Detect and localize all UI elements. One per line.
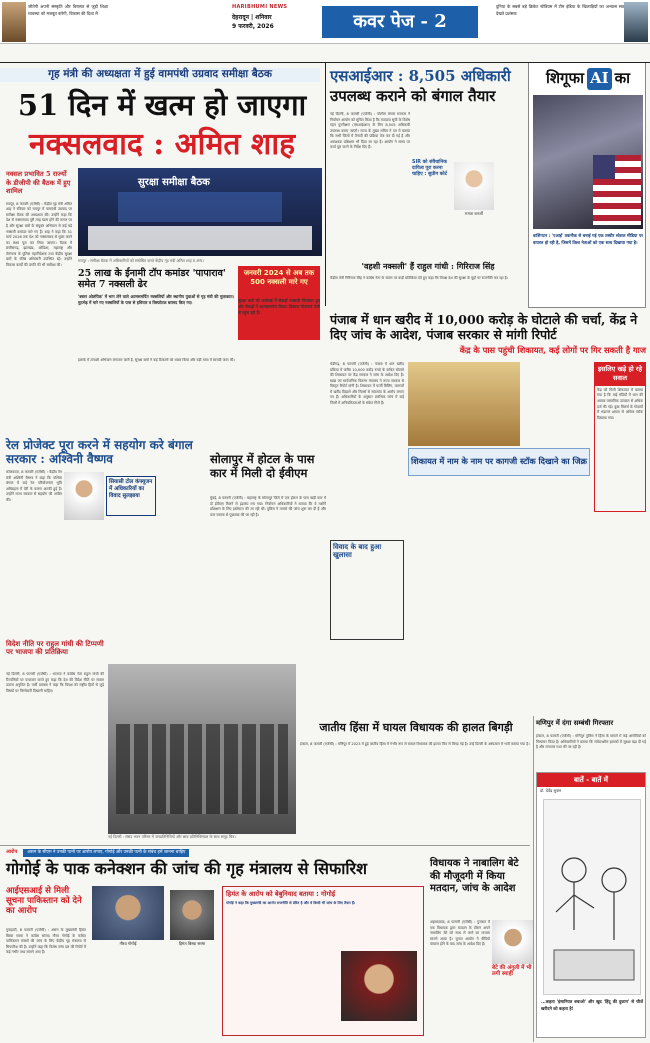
story2-inset-caption: ममता बनर्जी [465,211,483,216]
story2-body: नई दिल्ली, 8 फरवरी (एजेंसी) : पश्चिम बंगाल सरकार ने निर्वाचन आयोग को सूचित किया है कि मतदाता सूची के विशेष गहन पुनरीक्षण (एसआईआर) के लिए 8,505 अधिकारी उपलब्ध कराए जाएंगे। राज्य के मुख्य सचिव ने पत्र में बताया कि सभी जिलों में तैनाती की प्रक्रिया तेज कर दी गई है और आवश्यक प्रशिक्षण भी दिया जा रहा है। आयोग ने समय पर कार्य पूरा करने के निर्देश दिए हैं। [330,112,410,150]
himanta-photo [170,890,214,940]
gogoi-photo [92,886,164,940]
story3-box-title: विवाद के बाद हुआ खुलासा [333,542,382,559]
mamata-photo [454,162,494,210]
story1-headline-2: नक्सलवाद : अमित शाह [28,127,296,162]
group-photo [108,664,296,834]
story4-sub-body: नई दिल्ली, 8 फरवरी (एजेंसी) : भाजपा ने कांग्रेस नेता राहुल गांधी की टिप्पणियों पर पलटवार करते हुए कहा कि देश की विदेश नीति पर सवाल उठाना अनुचित है। पार्टी प्रवक्ता ने कहा कि विपक्ष को राष्ट्रीय हितों से जुड़े विषयों पर जिम्मेदारी दिखानी चाहिए। [6,672,104,693]
story8-photo [492,920,534,964]
cartoon-caption: ...कहता 'इंसानियत बचाओ' और खुद 'हिंदू की दुकान' से चीजें खरीदने को कहता है! [541,999,643,1011]
story1-photo-caption: रायपुर : समीक्षा बैठक में अधिकारियों को संबोधित करते केंद्रीय गृह मंत्री अमित शाह व अन्य। [78,258,204,263]
story3-side-body: केंद्र को मिली शिकायत में बताया गया है कि कई मंडियों में धान की आवक वास्तविक उत्पादन से अधिक दर्ज की गई। कुछ मिलर्स के गोदामों में भंडारण क्षमता से अधिक स्टॉक दिखाया गया। [597,387,643,420]
rule-h-masthead [0,62,650,63]
masthead-right-photo [624,2,648,42]
story7-highlight [222,886,424,1036]
story1-sub1-title: 25 लाख के ईनामी टॉप कमांडर 'पापाराव' समेत 7 नक्सली ढेर [78,268,226,291]
story1-photo-banner: सुरक्षा समीक्षा बैठक [138,177,210,188]
story7-label: आरोप [6,849,18,856]
masthead-right-note: दुनिया के सबसे बड़े क्रिकेट स्टेडियम में टीम इंडिया के खिलाड़ियों का अभ्यास सत्र देखते प्रशंसक [496,4,624,16]
gogoi-caption: गौरव गोगोई [119,941,137,946]
story3-photo [408,362,520,446]
story4-sub-title: विदेश नीति पर राहुल गांधी की टिप्पणी पर भाजपा की प्रतिक्रिया [6,639,104,656]
vaishnaw-photo [64,472,104,520]
ai-badge: AI [587,68,612,90]
story5-headline: सोलापुर में होटल के पास कार में मिली दो ईवीएम [210,452,315,481]
story1-side-points: नक्सल प्रभावित 5 राज्यों के डीजीपी की बैठक में हुए शामिल [6,170,71,196]
story7-banner [6,848,328,858]
story6-headline: जातीय हिंसा में घायल विधायक की हालत बिगड़ी [319,721,513,734]
paper-name: HARIBHUMI NEWS [232,4,288,10]
himanta-caption: हिमंत बिस्वा सरमा [178,941,206,946]
story3-headline: पंजाब में धान खरीद में 10,000 करोड़ के घोटाले की चर्चा, केंद्र ने दिए जांच के आदेश, पंजाब सरकार से मांगी रिपोर्ट [330,312,638,342]
story7-sub-title: आईएसआई से मिली सूचना पाकिस्तान को देने का आरोप [6,886,82,917]
story8-body: अहमदाबाद, 8 फरवरी (एजेंसी) : गुजरात में एक विधायक द्वारा मतदान के दौरान अपने नाबालिग बेटे को साथ ले जाने का मामला सामने आया है। चुनाव आयोग ने वीडियो वायरल होने के बाद जांच के आदेश दिए हैं। [430,920,490,947]
rule-h-bottom [0,845,530,846]
story4-inset-text: सियासी टोल कंफ्यूजन में अधिकारियों का विवाद सुलझाया [109,479,153,500]
cartoon-author: डॉ. देवेंद्र शुक्ल [540,788,562,794]
story2-headline-b: उपलब्ध कराने को बंगाल तैयार [330,87,496,105]
highlight-photo [341,951,417,1021]
story1-sub1-body: 'बस्तर ओलंपिक' में भाग लेने वाले आत्मसमर्पित नक्सलियों और स्थानीय युवाओं से गृह मंत्री की मुलाकात। मुठभेड़ में मारे गए नक्सलियों के पास से हथियार व विस्फोटक बरामद किए गए। [78,293,234,305]
rule-v-right [533,716,534,1042]
story7-body: गुवाहाटी, 8 फरवरी (एजेंसी) : असम के मुख्यमंत्री हिमंत बिस्वा सरमा ने कांग्रेस सांसद गौरव गोगोई के कथित पाकिस्तान संबंधों की जांच के लिए केंद्रीय गृह मंत्रालय से सिफारिश की है। उन्होंने कहा कि विशेष जांच दल की रिपोर्ट में कई गंभीर तथ्य सामने आए हैं। [6,928,86,955]
ai-photo [533,95,643,229]
story1-kicker-band [0,68,320,82]
story2-bottom-body: केंद्रीय मंत्री गिरिराज सिंह ने कांग्रेस नेता के बयान पर कड़ी प्रतिक्रिया देते हुए कहा कि विपक्ष देश की सुरक्षा के मुद्दों पर राजनीति कर रहा है। [330,276,508,280]
story3-mid-title: शिकायत में नाम के नाम पर कागजी स्टॉक दिखाने का जिक्र [411,456,587,467]
story8-sub: बेटे की अंगुली में भी लगी स्याही [492,965,532,977]
ai-label: शिगूफा [545,69,584,88]
story3-body: चंडीगढ़, 8 फरवरी (एजेंसी) : पंजाब में धान खरीद प्रक्रिया में करीब 10,000 करोड़ रुपये के कथित घोटाले की शिकायत पर केंद्र सरकार ने जांच के आदेश दिए हैं। खाद्य एवं सार्वजनिक वितरण मंत्रालय ने राज्य सरकार से विस्तृत रिपोर्ट मांगी है। शिकायत में फर्जी बिलिंग, कागजों में खरीद दिखाने और मिलर्स से सांठगांठ के आरोप लगाए गए हैं। अधिकारियों के अनुसार प्रारंभिक जांच में कई जिलों में अनियमितताओं के संकेत मिले हैं। [330,362,404,405]
cartoon-drawing [543,799,641,995]
cartoon-panel [536,772,646,1038]
story2-body-col2 [496,112,526,258]
photo-table [88,226,312,250]
story7-highlight-title: हिमंत के आरोप को बेबुनियाद बताया : गोगोई [226,890,336,898]
story7-more-body [92,950,220,1036]
story1-headline-1: 51 दिन में खत्म हो जाएगा [17,88,307,122]
story4-body: कोलकाता, 8 फरवरी (एजेंसी) : केंद्रीय रेल मंत्री अश्विनी वैष्णव ने कहा कि पश्चिम बंगाल में कई रेल परियोजनाएं भूमि अधिग्रहण में देरी के कारण अटकी हुई हैं। उन्होंने राज्य सरकार से सहयोग की अपील की। [6,470,62,502]
photo-strip-caption: नई दिल्ली : संसद भवन परिसर में जनप्रतिनिधियों और छात्र प्रतिनिधिमंडल के साथ समूह चित्र। [108,834,236,839]
story7-banner-text: असम के सीएम ने उनकी पत्नी पर आरोप लगाए, गोगोई और उनकी पत्नी के संबंध हमें जानना चाहिए [23,849,189,857]
page-title-band [322,6,478,38]
story4-inset [106,476,156,516]
photo-stage-screen [118,192,282,222]
group-row [116,724,288,814]
story1-sub1-body2: इलाके में तलाशी अभियान लगातार जारी है, सुरक्षा बलों ने कई ठिकानों को ध्वस्त किया और बड़ी मात्रा में सामग्री जब्त की। [78,358,235,362]
page-title: कवर पेज - 2 [353,10,447,32]
story6-body: इंफाल, 8 फरवरी (एजेंसी) : मणिपुर में 2023 में हुई जातीय हिंसा में गंभीर रूप से घायल विधायक की हालत फिर से बिगड़ गई है। उन्हें दिल्ली के अस्पताल में भर्ती कराया गया है। [300,742,530,746]
masthead [0,0,650,44]
story3-side-title: इसलिए खड़े हो रहे सवाल [595,363,645,386]
ai-suffix: का [614,69,631,88]
flag-canton [593,155,615,179]
story3-deck: केंद्र के पास पहुंची शिकायत, कई लोगों पर गिर सकती है गाज [459,345,646,355]
masthead-logo [232,4,320,40]
story1-photo [78,168,322,256]
story3-inner-box [330,540,404,640]
cartoon-sketch-icon [544,800,642,996]
masthead-city: देहरादून | शनिवार [232,14,272,22]
story1-stat-body: सुरक्षा बलों की कार्रवाई में सैकड़ों नक्सली गिरफ्तार हुए और सैकड़ों ने आत्मसमर्पण किया। विकास योजनाएं तेजी से पहुंच रही हैं। [238,298,320,316]
ai-box [528,62,646,308]
story1-stat-title: जनवरी 2024 से अब तक 500 नक्सली मारे गए [243,269,315,286]
story1-kicker: गृह मंत्री की अध्यक्षता में हुई वामपंथी उग्रवाद समीक्षा बैठक [48,68,272,81]
right-col-body: इंफाल, 8 फरवरी (एजेंसी) : मणिपुर पुलिस ने हिंसा के मामले में कई आरोपियों को गिरफ्तार किया है। अधिकारियों ने बताया कि संवेदनशील इलाकों में सुरक्षा बढ़ा दी गई है और लगातार गश्त की जा रही है। [536,734,646,750]
story3-side-box [594,362,646,512]
masthead-date: 9 फरवरी, 2026 [232,22,274,30]
story3-mid-band [408,448,590,476]
story8-headline: विधायक ने नाबालिग बेटे की मौजूदगी में किया मतदान, जांच के आदेश [430,858,519,894]
story3-more-text [408,480,590,716]
story2-inset [412,160,452,204]
story2-bottom-line: 'वहशी नक्सली' हैं राहुल गांधी : गिरिराज सिंह [361,261,495,271]
ai-box-heading [533,65,643,93]
right-col-title: मणिपुर में दंगा सम्बंधी गिरफ्तार [536,719,614,727]
rule-center-top [325,62,326,306]
story7-headline: गोगोई के पाक कनेक्शन की जांच की गृह मंत्रालय से सिफारिश [6,859,367,878]
story1-body: रायपुर, 8 फरवरी (एजेंसी) : केंद्रीय गृह मंत्री अमित शाह ने रविवार को रायपुर में वामपंथी उग्रवाद पर समीक्षा बैठक की अध्यक्षता की। उन्होंने कहा कि देश से नक्सलवाद पूरी तरह खत्म होने की कगार पर है और सुरक्षा बलों के संयुक्त अभियान से कई बड़े नक्सली कमांडर मारे गए हैं। शाह ने कहा कि 31 मार्च 2026 तक देश को नक्सलवाद से मुक्त करने का लक्ष्य पूरा कर लिया जाएगा। बैठक में छत्तीसगढ़, झारखंड, ओडिशा, महाराष्ट्र और तेलंगाना के पुलिस महानिदेशक तथा केंद्रीय सुरक्षा बलों के वरिष्ठ अधिकारी उपस्थित रहे। उन्होंने विकास कार्यों की प्रगति की भी समीक्षा की। [6,201,72,267]
story4-headline: रेल प्रोजेक्ट पूरा करने में सहयोग करे बंगाल सरकार : अश्विनी वैष्णव [6,438,193,467]
story2-inset-title: SIR को संवैधानिक दायित्व पूरा करना चाहिए : सुप्रीम कोर्ट [412,160,448,178]
story7-highlight-body: गोगोई ने कहा कि मुख्यमंत्री का आरोप राजनीति से प्रेरित है और वे किसी भी जांच के लिए तैयार हैं। [226,901,356,906]
cartoon-title: बातें - बातें में [537,773,645,787]
masthead-left-note: जीतेगी अपनी संस्कृति और विरासत से जुड़ी शिक्षा व्यवस्था को मजबूत करेगी, विकास की दिशा में [28,4,108,16]
ai-caption: वाशिंगटन : 'एआई' तकनीक से बनाई गई एक तस्वीर सोशल मीडिया पर वायरल हो रही है, जिसमें विश्व नेताओं को एक साथ दिखाया गया है। [533,233,643,245]
story2-headline-a: एसआईआर : 8,505 अधिकारी [330,67,511,85]
masthead-left-photo [2,2,26,42]
story5-body: मुंबई, 8 फरवरी (एजेंसी) : महाराष्ट्र के सोलापुर जिले में एक होटल के पास खड़ी कार में दो ईवीएम मिलने से हड़कंप मच गया। निर्वाचन अधिकारियों ने बताया कि ये मशीनें प्रशिक्षण के लिए इस्तेमाल की जा रही थीं। पुलिस ने मामले की जांच शुरू कर दी है और कार चालक से पूछताछ की जा रही है। [210,496,326,517]
